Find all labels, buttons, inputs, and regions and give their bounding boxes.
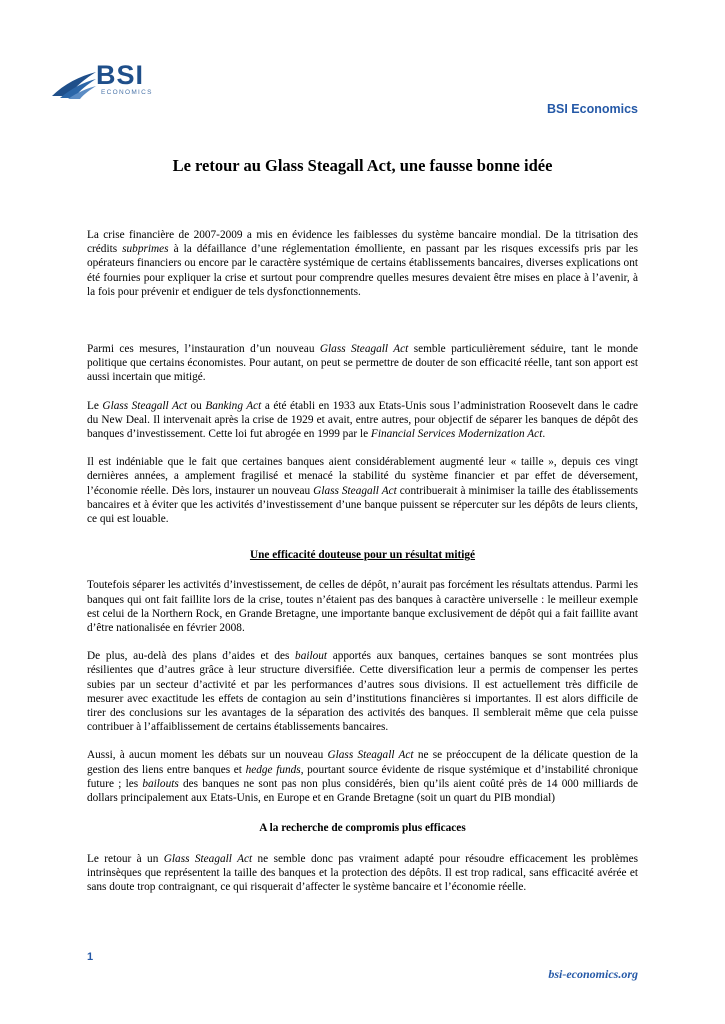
text-run: Parmi ces mesures, l’instauration d’un nouveau bbox=[87, 343, 320, 356]
page-title: Le retour au Glass Steagall Act, une fausse bonne idée bbox=[172, 156, 553, 175]
text-run: a été établi en 1933 aux Etats-Unis sous l’administration Roosevelt dans le cadre du New Deal. Il intervenait après la crise de 1929 et avait, entre autres, pour objectif de séparer les banques de dépôt des banques d’investissement. Cette loi fut abrogée en 1999 par le bbox=[87, 399, 639, 441]
italic-term: Financial Services Modernization Act bbox=[370, 428, 543, 441]
text-run: ou bbox=[187, 399, 206, 412]
logo-subtext: ECONOMICS bbox=[101, 89, 153, 96]
text-run: ne semble donc pas vraiment adapté pour résoudre efficacement les problèmes intrinsèques que représentent la taille des banques et la protection des dépôts. Il est trop radical, sans efficacité avérée et sans doute trop contraignant, ce qui risquerait d’affecter le système bancaire et l’économie réelle. bbox=[87, 852, 639, 893]
paragraph-6 bbox=[87, 649, 638, 734]
text-run: . bbox=[542, 428, 546, 441]
paragraph-2 bbox=[87, 342, 638, 385]
text-run: semble particulièrement séduire, tant le monde politique que certains économistes. Pour autant, on peut se permettre de douter de son efficacité réelle, tant son apport est aussi incertain que mitigé. bbox=[87, 343, 639, 384]
text-run: contribuerait à minimiser la taille des établissements bancaires et à éviter que les activités d’investissement d’une banque puissent se répercuter sur les dépôts de leurs clients, ce qui est louable. bbox=[87, 484, 638, 526]
text-run: La crise financière de 2007-2009 a mis en évidence les faiblesses du système bancaire mondial. De la titrisation des crédits bbox=[87, 229, 638, 256]
text-run: De plus, au-delà des plans d’aides et des bbox=[87, 650, 296, 663]
italic-term: bailouts bbox=[142, 777, 179, 790]
section-heading-2: A la recherche de compromis plus efficaces bbox=[259, 822, 466, 835]
text-run: des banques ne sont pas non plus considérés, bien qu’ils aient coûté près de 14 000 milliards de dollars principalement aux Etats-Unis, en Europe et en Grande Bretagne (soit un quart du PIB mondial) bbox=[87, 777, 638, 805]
page-number: 1 bbox=[87, 951, 94, 963]
brand-name: BSI Economics bbox=[547, 102, 638, 116]
italic-term: Glass Steagall Act bbox=[163, 852, 253, 865]
paragraph-3 bbox=[87, 399, 638, 442]
paragraph-4 bbox=[87, 455, 638, 526]
italic-term: hedge funds bbox=[245, 763, 301, 776]
italic-term: subprimes bbox=[122, 243, 169, 256]
article-body bbox=[87, 228, 638, 894]
text-run: ne se préoccupent de la délicate question de la gestion des liens entre banques et bbox=[87, 749, 638, 776]
text-run: Aussi, à aucun moment les débats sur un nouveau bbox=[87, 749, 328, 762]
paragraph-8 bbox=[87, 852, 638, 895]
italic-term: Glass Steagall Act bbox=[327, 749, 414, 762]
section-heading-1: Une efficacité douteuse pour un résultat mitigé bbox=[249, 549, 476, 562]
paragraph-7 bbox=[87, 748, 638, 805]
text-run: apportés aux banques, certaines banques se sont montrées plus résilientes que d’autres grâce à leur structure diversifiée. Cette diversification leur a permis de compenser les pertes subies par un secteur d’activité et par les performances d’autres sous divisions. Il est actuellement très difficile de mesurer avec exactitude les effets de contagion au sein d’institutions financières si importantes. Il est alors difficile de tirer des conclusions sur les avantages de la séparation des activités des banques. Il semblerait même que cela puisse contribuer à l’affaiblissement de certains établissements bancaires. bbox=[87, 650, 639, 734]
logo-text: BSI bbox=[96, 60, 145, 90]
footer-website-link[interactable]: bsi-economics.org bbox=[548, 967, 638, 981]
paragraph-1 bbox=[87, 228, 638, 299]
italic-term: Glass Steagall Act bbox=[313, 484, 397, 497]
italic-term: bailout bbox=[295, 650, 328, 663]
text-run: à la défaillance d’une réglementation émolliente, en passant par les risques excessifs pris par les opérateurs financiers ou encore par le caractère systémique de certains établissements bancaires, diverses explications ont été fournies pour expliquer la crise et surtout pour comprendre quelles mesures devaient être mises en place à l’avenir, à la fois pour prévenir et endiguer de tels dysfonctionnements. bbox=[87, 243, 638, 298]
text-run: Le bbox=[87, 399, 103, 412]
italic-term: Glass Steagall Act bbox=[319, 343, 409, 356]
italic-term: Glass Steagall Act bbox=[102, 399, 188, 412]
italic-term: Banking Act bbox=[205, 399, 262, 412]
text-run: Il est indéniable que le fait que certaines banques aient considérablement augmenté leur « taille », depuis ces vingt dernières années, a amplement fragilisé et menacé la stabilité du système financier et par effet de déversement, l’économie réelle. Dès lors, instaurer un nouveau bbox=[87, 456, 638, 497]
text-run: , pourtant source évidente de risque systémique et d’instabilité chronique future ; les bbox=[87, 763, 638, 790]
text-run: Le retour à un bbox=[87, 852, 164, 865]
paragraph-5: Toutefois séparer les activités d’investissement, de celles de dépôt, n’aurait pas forcément les résultats attendus. Parmi les banques qui ont fait faillite lors de la crise, toutes n’étaient pas des banques à caractère universelle : le meilleur exemple est celui de la Northern Rock, en Grande Bretagne, une importante banque exclusivement de dépôt qui a fait faillite avant d’être nationalisée en février 2008. bbox=[87, 579, 638, 635]
